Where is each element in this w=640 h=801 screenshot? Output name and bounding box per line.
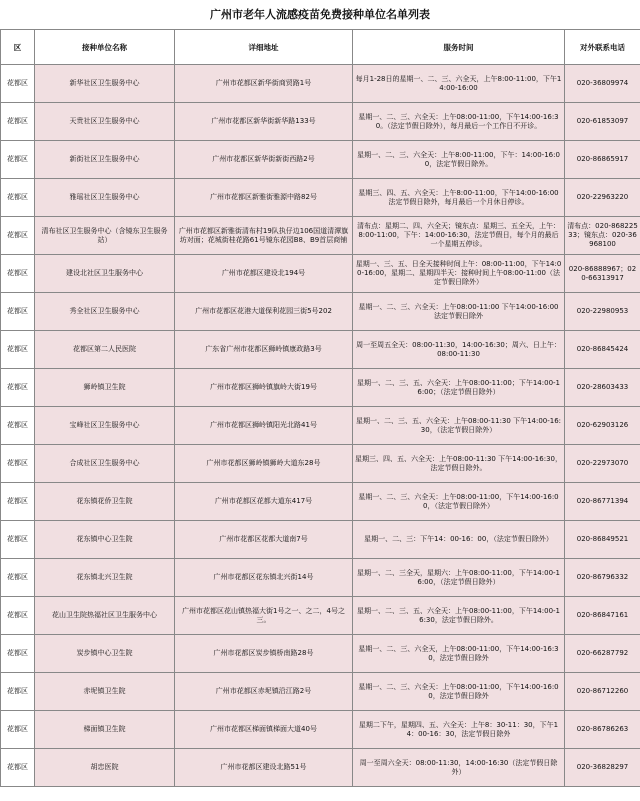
district-cell: 花都区 [1,293,35,331]
service-hours-cell: 星期一、二、三全天，星期六：上午08:00-11:00，下午14:00-16:00，（法定节假日除外） [353,559,565,597]
address-cell: 广州市花都区梯面镇梯面大道40号 [175,711,353,749]
district-cell: 花都区 [1,369,35,407]
service-hours-cell: 星期一、二、三、六全天，上午08:00-11:00，下午14:00-16:30，法定节假日除外 [353,635,565,673]
service-hours-cell: 星期一、二、三、五、六全天：上午08:00-11:00，下午14:00-16:30，法定节假日除外。 [353,597,565,635]
table-row [1,711,640,749]
service-hours-cell: 周一至周五全天：08:00-11:30，14:00-16:30；周六、日上午：08:00-11:30 [353,331,565,369]
address-cell: 广州市花都区狮岭镇阳光北路41号 [175,407,353,445]
district-cell: 花都区 [1,179,35,217]
address-cell: 广州市花都区新雅街清布村19队执仔边106国道清潭旗坊对面；花城街桂花路61号镜东花园B8、B9首层商铺 [175,217,353,255]
unit-name-cell: 建设北社区卫生服务中心 [35,255,175,293]
phone-cell: 020-36809974 [565,65,640,103]
service-hours-cell: 星期三、四、五、六全天：上午8:00-11:00，下午14:00-16:00法定节假日除外，每月最后一个月休日停诊。 [353,179,565,217]
unit-name-cell: 狮岭镇卫生院 [35,369,175,407]
header-phone: 对外联系电话 [565,30,640,65]
table-row [1,369,640,407]
unit-name-cell: 清布社区卫生服务中心（含镜东卫生服务站） [35,217,175,255]
district-cell: 花都区 [1,217,35,255]
district-cell: 花都区 [1,331,35,369]
district-cell: 花都区 [1,141,35,179]
table-row [1,217,640,255]
table-row [1,673,640,711]
header-district: 区 [1,30,35,65]
phone-cell: 020-22980953 [565,293,640,331]
table-row [1,331,640,369]
phone-cell: 020-61853097 [565,103,640,141]
district-cell: 花都区 [1,597,35,635]
district-cell: 花都区 [1,65,35,103]
service-hours-cell: 星期二下午，星期四、五、六全天：上午8：30-11：30，下午14：00-16：30，法定节假日除外 [353,711,565,749]
table-row [1,445,640,483]
phone-cell: 020-28603433 [565,369,640,407]
address-cell: 广州市花都区花都大道南7号 [175,521,353,559]
service-hours-cell: 星期一、二、三、五、六全天：上午08:00-11:30 下午14:00-16:30，（法定节假日除外） [353,407,565,445]
service-hours-cell: 清布点：星期二、四、六全天；镜东点：星期三、五全天，上午：8:00-11:00，下午：14:00-16:30，法定节假日，每个月的最后一个星期五停诊。 [353,217,565,255]
service-hours-cell: 星期一、二、三、六全天：上午08:00-11:00，下午14:00-16:00，（法定节假日除外） [353,483,565,521]
district-cell: 花都区 [1,559,35,597]
unit-name-cell: 宝峰社区卫生服务中心 [35,407,175,445]
unit-name-cell: 花都区第二人民医院 [35,331,175,369]
phone-cell: 020-86849521 [565,521,640,559]
address-cell: 广州市花都区炭步镇桥南路28号 [175,635,353,673]
phone-cell: 020-86888967；020-66313917 [565,255,640,293]
phone-cell: 020-86786263 [565,711,640,749]
district-cell: 花都区 [1,445,35,483]
phone-cell: 020-66287792 [565,635,640,673]
address-cell: 广州市花都区赤坭镇沿江路2号 [175,673,353,711]
district-cell: 花都区 [1,521,35,559]
address-cell: 广州市花都区花都大道东417号 [175,483,353,521]
phone-cell: 020-86847161 [565,597,640,635]
phone-cell: 020-22973070 [565,445,640,483]
phone-cell: 020-22963220 [565,179,640,217]
phone-cell: 020-62903126 [565,407,640,445]
unit-name-cell: 梯面镇卫生院 [35,711,175,749]
unit-name-cell: 新华社区卫生服务中心 [35,65,175,103]
table-row [1,141,640,179]
unit-name-cell: 秀全社区卫生服务中心 [35,293,175,331]
district-cell: 花都区 [1,711,35,749]
address-cell: 广州市花都区建设北路51号 [175,749,353,787]
table-row [1,521,640,559]
unit-name-cell: 炭步镇中心卫生院 [35,635,175,673]
address-cell: 广州市花都区花山镇热福大街1号之一、之二，4号之三。 [175,597,353,635]
header-address: 详细地址 [175,30,353,65]
table-row [1,65,640,103]
address-cell: 广州市花都区狮岭镇狮岭大道东28号 [175,445,353,483]
table-row [1,635,640,673]
district-cell: 花都区 [1,673,35,711]
address-cell: 广州市花都区花港大道保利花园三街5号202 [175,293,353,331]
unit-name-cell: 新街社区卫生服务中心 [35,141,175,179]
page-title: 广州市老年人流感疫苗免费接种单位名单列表 [210,8,430,21]
service-hours-cell: 每月1-28日的星期一、二、三、六全天，上午8:00-11:00，下午14:00-16:00 [353,65,565,103]
service-hours-cell: 星期三、四、五、六全天：上午08:00-11:30 下午14:00-16:30，法定节假日除外。 [353,445,565,483]
table-row [1,179,640,217]
address-cell: 广州市花都区狮岭镇旗岭大街19号 [175,369,353,407]
table-header-row [1,30,640,65]
vaccination-units-table [0,29,640,787]
address-cell: 广州市花都区新华街新华路133号 [175,103,353,141]
district-cell: 花都区 [1,407,35,445]
service-hours-cell: 星期一、二、三：下午14：00-16：00，（法定节假日除外） [353,521,565,559]
service-hours-cell: 星期一、二、三、六全天：上午08:00-11:00，下午14:00-16:00，法定节假日除外 [353,673,565,711]
address-cell: 广州市花都区新华街商贸路1号 [175,65,353,103]
district-cell: 花都区 [1,749,35,787]
address-cell: 广州市花都区花东镇北兴街14号 [175,559,353,597]
unit-name-cell: 赤坭镇卫生院 [35,673,175,711]
address-cell: 广州市花都区新雅街雅源中路82号 [175,179,353,217]
phone-cell: 清布点：020-86822533；镜东点：020-36968100 [565,217,640,255]
service-hours-cell: 星期一、三、五、日全天接种时间上午：08:00-11:00，下午14:00-16:00，星期二、星期四半天：接种时间上午08:00-11:00（法定节假日除外） [353,255,565,293]
table-row [1,597,640,635]
table-row [1,255,640,293]
unit-name-cell: 花东镇北兴卫生院 [35,559,175,597]
table-row [1,103,640,141]
table-body [1,65,640,787]
unit-name-cell: 花山卫生院热福社区卫生服务中心 [35,597,175,635]
phone-cell: 020-36828297 [565,749,640,787]
table-row [1,483,640,521]
district-cell: 花都区 [1,255,35,293]
address-cell: 广州市花都区新华街新街西路2号 [175,141,353,179]
table-row [1,749,640,787]
unit-name-cell: 合成社区卫生服务中心 [35,445,175,483]
phone-cell: 020-86771394 [565,483,640,521]
phone-cell: 020-86845424 [565,331,640,369]
district-cell: 花都区 [1,103,35,141]
header-unit-name: 接种单位名称 [35,30,175,65]
table-row [1,293,640,331]
unit-name-cell: 花东镇中心卫生院 [35,521,175,559]
district-cell: 花都区 [1,483,35,521]
service-hours-cell: 星期一、二、三、六全天：上午08:00-11:00，下午14:00-16:30。（法定节假日除外），每月最后一个工作日不开诊。 [353,103,565,141]
service-hours-cell: 星期一、二、三、五、六全天：上午08:00-11:00；下午14:00-16:00；（法定节假日除外） [353,369,565,407]
phone-cell: 020-86796332 [565,559,640,597]
service-hours-cell: 星期一、二、三、六全天：上午8:00-11:00，下午：14:00-16:00，法定节假日除外。 [353,141,565,179]
address-cell: 广东省广州市花都区狮岭镇康政路3号 [175,331,353,369]
address-cell: 广州市花都区建设北194号 [175,255,353,293]
unit-name-cell: 雅瑶社区卫生服务中心 [35,179,175,217]
header-service-hours: 服务时间 [353,30,565,65]
table-row [1,407,640,445]
phone-cell: 020-86712260 [565,673,640,711]
service-hours-cell: 星期一、二、三、六全天：上午08:00-11:00 下午14:00-16:00 法定节假日除外 [353,293,565,331]
service-hours-cell: 周一至周六全天：08:00-11:30，14:00-16:30（法定节假日除外） [353,749,565,787]
unit-name-cell: 天贵社区卫生服务中心 [35,103,175,141]
district-cell: 花都区 [1,635,35,673]
table-row [1,559,640,597]
unit-name-cell: 胡忠医院 [35,749,175,787]
unit-name-cell: 花东镇花侨卫生院 [35,483,175,521]
phone-cell: 020-86865917 [565,141,640,179]
